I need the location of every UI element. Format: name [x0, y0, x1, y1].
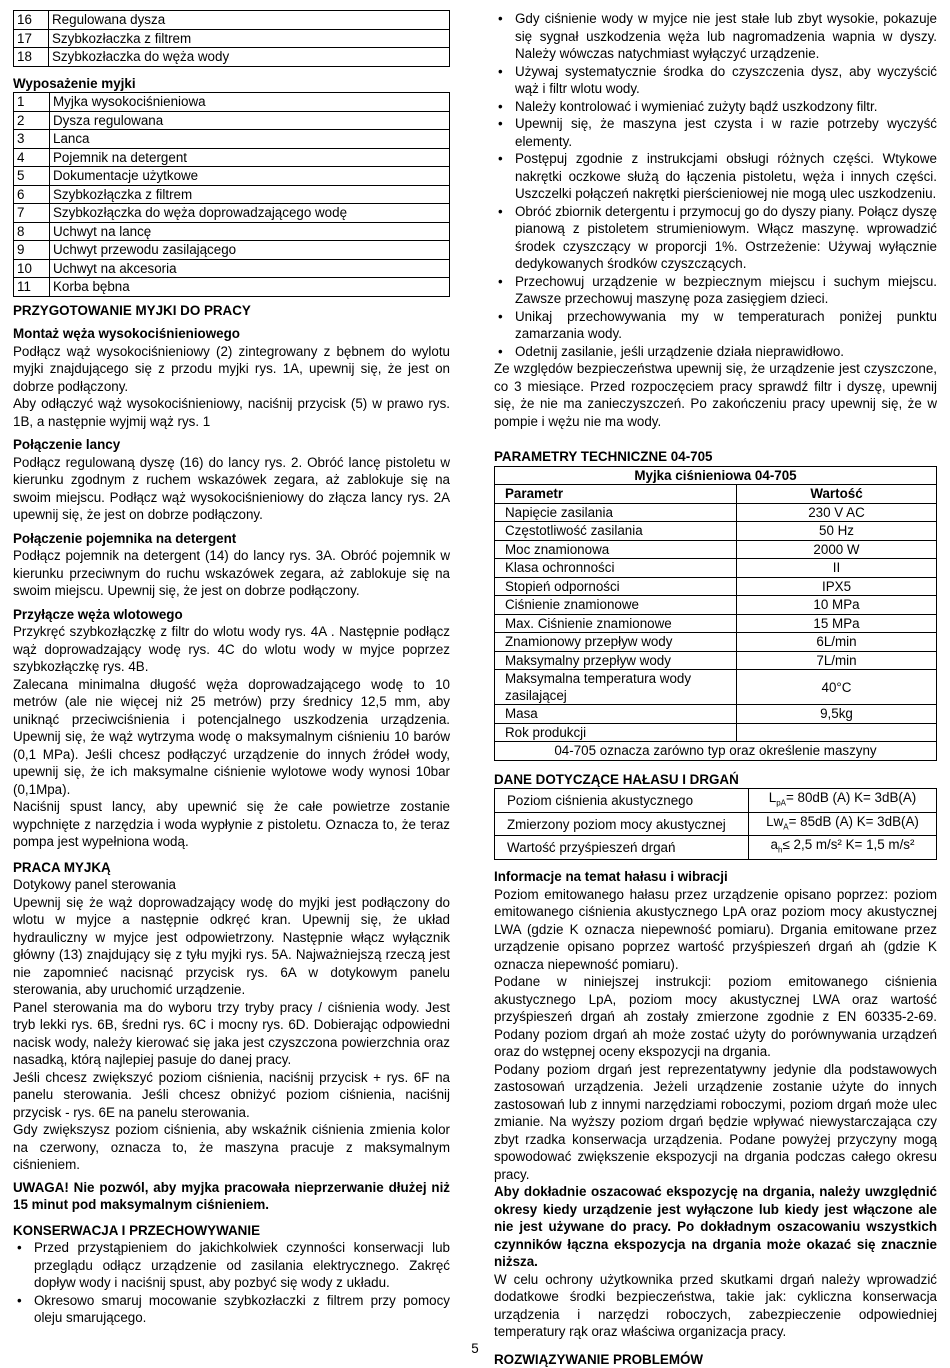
table-row [495, 670, 937, 705]
param-value: 50 Hz [737, 522, 937, 541]
table-row [495, 705, 937, 724]
section-title-noise: DANE DOTYCZĄCE HAŁASU I DRGAŃ [494, 771, 739, 787]
noise-paragraph-4: Aby dokładnie oszacować ekspozycję na drgania, należy uwzględnić okresy kiedy urządzenie jest wyłączone lub kiedy jest włączone ale nie jest używane do pracy. Po dokładnym oszacowaniu wszystkich czynników łączna ekspozycja na drgania może okazać się znacznie niższa. [494, 1184, 937, 1270]
tech-table [494, 466, 937, 761]
row-number: 1 [14, 93, 50, 112]
param-value: IPX5 [737, 577, 937, 596]
row-number: 18 [14, 48, 49, 67]
param-value [737, 723, 937, 742]
table-row [14, 130, 450, 149]
lance-paragraph: Podłącz regulowaną dyszę (16) do lancy rys. 2. Obróć lancę pistoletu w kierunku zgodnym z ruchem wskazówek zegara, aż zablokuje się na swoim miejscu. Podłącz wąż wysokociśnieniowy do złącza lancy rys. 2A upewnij się, że jest on dobrze podłączony. [13, 454, 450, 522]
warning-text: UWAGA! Nie pozwól, aby myjka pracowała nieprzerwanie dłużej niż 15 minut pod maksymalnym ciśnieniem. [13, 1179, 450, 1212]
list-item: • Obróć zbiornik detergentu i przymocuj go do dyszy piany. Połącz dyszę pianową z pistoletem strumieniowym. Włącz maszynę. wprowadzić środek czyszczący w proporcji 1%. Ostrzeżenie: Używaj wyłącznie dedykowanych środków czyszczących. [494, 203, 937, 273]
param-name: Napięcie zasilania [495, 503, 737, 522]
column-header: Parametr [495, 485, 737, 504]
table-row [495, 812, 937, 836]
list-item: • Unikaj przechowywania my w temperaturach poniżej punktu zamarzania wody. [494, 308, 937, 343]
row-number: 6 [14, 185, 50, 204]
param-value: 40°C [737, 670, 937, 705]
table-row [14, 167, 450, 186]
hose-paragraph-2: Aby odłączyć wąż wysokociśnieniowy, naciśnij przycisk (5) w prawo rys. 1B, a następnie wyjmij wąż rys. 1 [13, 396, 450, 429]
detergent-paragraph: Podłącz pojemnik na detergent (14) do lancy rys. 3A. Obróć pojemnik w kierunku przeciwnym do ruchu wskazówek zegara, aż zablokuje się na swoim miejscu. Upewnij się, że jest on dobrze podłączony. [13, 548, 450, 598]
list-item: • Okresowo smaruj mocowanie szybkozłaczki z filtrem przy pomocy oleju smarującego. [13, 1292, 450, 1327]
list-item: • Gdy ciśnienie wody w myjce nie jest stałe lub zbyt wysokie, pokazuje się sygnał uszkodzenia węża lub nagromadzenia wapnia w dyszy. Należy wówczas natychmiast wyłączyć urządzenie. [494, 10, 937, 63]
row-number: 5 [14, 167, 50, 186]
lance-title: Połączenie lancy [13, 437, 121, 452]
list-item: • Przed przystąpieniem do jakichkolwiek czynności konserwacji lub przeglądu odłącz urządzenie od zasilania elektrycznego. Zakręć dopływ wody i naciśnij spust, aby pozbyć się wody z układu. [13, 1239, 450, 1292]
row-number: 3 [14, 130, 50, 149]
table-row [14, 185, 450, 204]
table-row [495, 540, 937, 559]
row-number: 8 [14, 222, 50, 241]
table-row [495, 559, 937, 578]
work-paragraph-2: Panel sterowania ma do wyboru trzy tryby pracy / ciśnienia wody. Jest tryb lekki rys. 6B, średni rys. 6C i mocny rys. 6D. Dobierając odpowiedni nacisk wody, należy kierować się jaka jest czyszczona powierzchnia oraz nasadką, którą najlepiej pasuje do danej pracy. [13, 999, 450, 1067]
noise-paragraph-2: Podane w niniejszej instrukcji: poziom emitowanego ciśnienia akustycznego LpA, poziom mocy akustycznej LWA oraz wartość przyśpieszeń drgań ah zostały zmierzone zgodnie z EN 60335-2-69. Podany poziom drgań ah może zostać użyty do porównywania urządzeń oraz do wstępnej oceny ekspozycji na drgania. [494, 974, 937, 1060]
row-label: Dokumentacje użytkowe [50, 167, 450, 186]
param-name: Maksymalny przepływ wody [495, 651, 737, 670]
section-title-maint: KONSERWACJA I PRZECHOWYWANIE [13, 1222, 260, 1238]
param-value: 6L/min [737, 633, 937, 652]
table-row [495, 836, 937, 860]
row-label: Szybkozłączka do węża doprowadzającego wodę [50, 204, 450, 223]
noise-table [494, 788, 937, 860]
noise-param: Wartość przyśpieszeń drgań [495, 836, 749, 860]
table-row [495, 633, 937, 652]
left-column [13, 10, 450, 1327]
row-label: Dysza regulowana [50, 111, 450, 130]
work-subtitle: Dotykowy panel sterowania [13, 877, 177, 892]
row-number: 9 [14, 241, 50, 260]
inlet-paragraph-3: Naciśnij spust lancy, aby upewnić się że całe powietrze zostanie wypchnięte z narzędzia i woda wypłynie z pistoletu. Oznacza to, że teraz pompa jest wypełniona wodą. [13, 799, 450, 849]
row-label: Regulowana dysza [49, 11, 450, 30]
inlet-title: Przyłącze węża wlotowego [13, 606, 183, 622]
safety-paragraph: Ze względów bezpieczeństwa upewnij się, że urządzenie jest czyszczone, co 3 miesiące. Przed rozpoczęciem pracy sprawdź filtr i dyszę, upewnij się, że nie ma zanieczyszczeń. Po zakończeniu pracy upewnij się, że w pompie i wężu nie ma wody. [494, 361, 937, 429]
row-number: 16 [14, 11, 49, 30]
table-row [14, 93, 450, 112]
row-label: Uchwyt na lancę [50, 222, 450, 241]
param-value: 9,5kg [737, 705, 937, 724]
table-row [14, 111, 450, 130]
tech-table-title-row [495, 466, 937, 485]
row-number: 10 [14, 259, 50, 278]
list-item: • Odetnij zasilanie, jeśli urządzenie działa nieprawidłowo. [494, 343, 937, 361]
work-paragraph-4: Gdy zwiększysz poziom ciśnienia, aby wskaźnik ciśnienia zmienia kolor na czerwony, oznacza to, że maszyna pracuje z maksymalnym ciśnieniem. [13, 1122, 450, 1172]
work-paragraph-1: Upewnij się że wąż doprowadzający wodę do myjki jest podłączony do wlotu w myjce a następnie odkręć kran. Upewnij się, że układ hydrauliczny w myjce jest odpowietrzony. Następnie włącz wyłącznik główny (13) znajdujący się z tyłu myjki rys. 5A. Najważniejszą rzeczą jest nie zapomnieć nacisnąć przycisk rys. 6A w dotykowym panelu sterowania, aby uruchomić urządzenie. [13, 894, 450, 997]
param-name: Masa [495, 705, 737, 724]
table-row [495, 577, 937, 596]
table-row [14, 48, 450, 67]
maint-list-right [494, 10, 937, 360]
list-item: • Przechowuj urządzenie w bezpiecznym miejscu i suchym miejscu. Zawsze przechowuj maszynę poza zasięgiem dzieci. [494, 273, 937, 308]
equipment-table [13, 92, 450, 297]
row-number: 7 [14, 204, 50, 223]
table-row [495, 596, 937, 615]
param-name: Maksymalna temperatura wody zasilającej [495, 670, 737, 705]
section-title-prep: PRZYGOTOWANIE MYJKI DO PRACY [13, 302, 251, 318]
table-row [14, 204, 450, 223]
list-item: • Należy kontrolować i wymieniać zużyty bądź uszkodzony filtr. [494, 98, 937, 116]
table-row [14, 241, 450, 260]
row-label: Szybkozłączka z filtrem [50, 185, 450, 204]
detergent-title: Połączenie pojemnika na detergent [13, 530, 237, 546]
param-name: Moc znamionowa [495, 540, 737, 559]
tech-table-title: Myjka ciśnieniowa 04-705 [495, 466, 937, 485]
list-item: • Postępuj zgodnie z instrukcjami obsługi różnych części. Wtykowe nakrętki oczkowe służą do łączenia pistoletu, węża i innych części. Uszczelki połączeń nakrętki pierścieniowej nie mogą ulec uszkodzeniu. [494, 150, 937, 203]
row-label: Uchwyt przewodu zasilającego [50, 241, 450, 260]
noise-paragraph-3: Podany poziom drgań jest reprezentatywny jedynie dla podstawowych zastosowań urządzenia. Jeżeli urządzenie zostanie użyte do innych zastosowań lub z innymi narzędziami roboczymi, poziom drgań może ulec zmianie. Na wyższy poziom drgań będzie wpływać niewystarczająca czy zbyt rzadka konserwacja urządzenia. Podane powyżej przyczyny mogą spowodować zwiększenie ekspozycji na drgania podczas całego okresu pracy. [494, 1061, 937, 1182]
param-value: 10 MPa [737, 596, 937, 615]
noise-param: Poziom ciśnienia akustycznego [495, 789, 749, 813]
row-label: Szybkozłaczka z filtrem [49, 29, 450, 48]
inlet-paragraph-2: Zalecana minimalna długość węża doprowadzającego wodę to 10 metrów (ale nie więcej niż 25 metrów) przy średnicy 12,5 mm, aby uniknąć przeciwciśnienia i potencjalnego uszkodzenia urządzenia. Upewnij się, że wąż wytrzyma wodę o maksymalnym ciśnieniu 10 barów (0,1 MPa). Jeśli chcesz podłączyć urządzenie do innych źródeł wody, upewnij się, że ich maksymalne ciśnienie wylotowe wody wynosi 10bar (0,1Mpa). [13, 676, 450, 797]
table-row [14, 11, 450, 30]
noise-info-title: Informacje na temat hałasu i wibracji [494, 869, 728, 885]
param-value: 2000 W [737, 540, 937, 559]
section-title-tech: PARAMETRY TECHNICZNE 04-705 [494, 449, 713, 464]
table-row [14, 278, 450, 297]
table-row [495, 503, 937, 522]
right-column [494, 10, 937, 1368]
table-row [14, 148, 450, 167]
table-row [14, 29, 450, 48]
tech-table-footer-row [495, 742, 937, 761]
row-label: Uchwyt na akcesoria [50, 259, 450, 278]
equipment-title: Wyposażenie myjki [13, 75, 136, 91]
table-row [495, 522, 937, 541]
row-number: 11 [14, 278, 50, 297]
row-label: Pojemnik na detergent [50, 148, 450, 167]
table-row [495, 723, 937, 742]
noise-value: $L_{pA}= 80dB$ (A) K= 3dB(A) [749, 789, 937, 813]
inlet-paragraph-1: Przykręć szybkozłączkę z filtr do wlotu wody rys. 4A . Następnie podłącz wąż doprowadzający wodę rys. 4C do wlotu wody w myjce poprzez szybkozłączkę rys. 4B. [13, 624, 450, 674]
row-number: 17 [14, 29, 49, 48]
param-name: Rok produkcji [495, 723, 737, 742]
work-paragraph-3: Jeśli chcesz zwiększyć poziom ciśnienia, naciśnij przycisk + rys. 6F na panelu sterowania. Jeśli chcesz obniżyć poziom ciśnienia, naciśnij przycisk - rys. 6E na panelu sterowania. [13, 1069, 450, 1120]
param-name: Znamionowy przepływ wody [495, 633, 737, 652]
row-number: 2 [14, 111, 50, 130]
parts-table-continued [13, 10, 450, 67]
maint-list-left [13, 1239, 450, 1327]
param-value: 230 V AC [737, 503, 937, 522]
row-label: Szybkozłaczka do węża wody [49, 48, 450, 67]
param-value: II [737, 559, 937, 578]
param-name: Częstotliwość zasilania [495, 522, 737, 541]
row-label: Korba bębna [50, 278, 450, 297]
list-item: • Używaj systematycznie środka do czyszczenia dysz, aby wyczyścić wąż i filtr wlotu wody. [494, 63, 937, 98]
noise-value: $Lw_A= 85dB$ (A) K= 3dB(A) [749, 812, 937, 836]
table-row [495, 789, 937, 813]
noise-paragraph-5: W celu ochrony użytkownika przed skutkami drgań należy wprowadzić dodatkowe środki bezpieczeństwa, takie jak: cykliczna konserwacja urządzenia i narzędzi roboczych, zabezpieczenie odpowiedniej temperatury rąk oraz właściwa organizacja pracy. [494, 1271, 937, 1340]
section-title-troubleshoot: ROZWIĄZYWANIE PROBLEMÓW [494, 1351, 704, 1367]
param-value: 7L/min [737, 651, 937, 670]
tech-table-footer: 04-705 oznacza zarówno typ oraz określenie maszyny [495, 742, 937, 761]
row-label: Myjka wysokociśnieniowa [50, 93, 450, 112]
section-title-work: PRACA MYJKĄ [13, 859, 111, 875]
param-name: Stopień odporności [495, 577, 737, 596]
noise-paragraph-1: Poziom emitowanego hałasu przez urządzenie opisano poprzez: poziom emitowanego ciśnienia akustycznego LpA oraz poziom mocy akustycznej LWA (gdzie K oznacza niepewność pomiaru). Drgania emitowane przez urządzenie opisano poprzez wartość przyśpieszeń drgań ah (gdzie K oznacza niepewność pomiaru). [494, 886, 937, 972]
param-name: Ciśnienie znamionowe [495, 596, 737, 615]
column-header: Wartość [737, 485, 937, 504]
list-item: • Upewnij się, że maszyna jest czysta i w razie potrzeby wyczyść elementy. [494, 115, 937, 150]
table-row [14, 259, 450, 278]
page-number: 5 [471, 1341, 479, 1356]
noise-value: $a_h\le 2,5$ m/s² K= 1,5 m/s² [749, 836, 937, 860]
hose-paragraph-1: Podłącz wąż wysokociśnieniowy (2) zintegrowany z bębnem do wylotu myjki znajdującego się z przodu myjki rys. 1A, upewnij się, że jest on dobrze podłączony. [13, 343, 450, 394]
row-label: Lanca [50, 130, 450, 149]
tech-table-header [495, 485, 937, 504]
table-row [14, 222, 450, 241]
row-number: 4 [14, 148, 50, 167]
param-value: 15 MPa [737, 614, 937, 633]
table-row [495, 614, 937, 633]
hose-title: Montaż węża wysokociśnieniowego [13, 326, 240, 341]
param-name: Max. Ciśnienie znamionowe [495, 614, 737, 633]
noise-param: Zmierzony poziom mocy akustycznej [495, 812, 749, 836]
table-row [495, 651, 937, 670]
param-name: Klasa ochronności [495, 559, 737, 578]
